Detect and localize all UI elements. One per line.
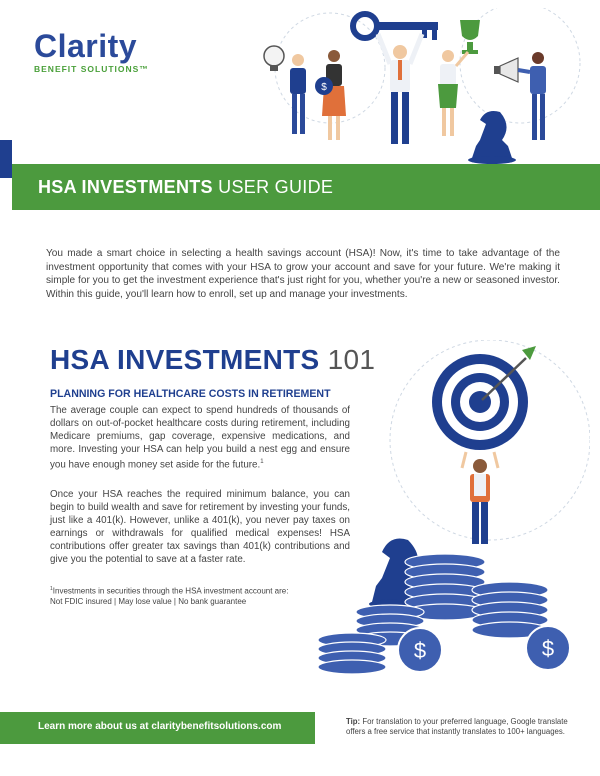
person-right (518, 52, 546, 140)
dollar-coin-icon (526, 626, 570, 670)
svg-text:$: $ (541, 636, 555, 661)
person-holding-target (462, 452, 498, 544)
blue-tab (0, 140, 12, 178)
svg-text:$: $ (321, 82, 327, 93)
intro-paragraph: You made a smart choice in selecting a health savings account (HSA)! Now, it's time to take advantage of the investment opportunity that comes with your HSA to grow your account and save for your future. We're making it simple for you to get the investment experience that's just right for you, whether you're a new or seasoned investor. Within this guide, you'll learn how to enroll, set up and manage your investments. (46, 248, 560, 300)
clarity-logo (34, 30, 149, 74)
disclaimer-line-1 (50, 584, 340, 597)
person-orange (315, 50, 346, 140)
footnote-marker: 1 (260, 459, 264, 465)
person-left (290, 54, 306, 134)
person-center (378, 34, 422, 144)
person-green (438, 50, 468, 136)
svg-text:$: $ (413, 638, 427, 663)
section-illustration (300, 340, 590, 685)
tip-text: For translation to your preferred language, Google translate offers a free service that instantly translates to 100+ languages. (346, 717, 568, 736)
dollar-coin-icon (398, 628, 442, 672)
section-title-bold: HSA INVESTMENTS (50, 344, 320, 375)
hero-illustration (250, 8, 595, 168)
section-subheading: PLANNING FOR HEALTHCARE COSTS IN RETIREMENT (50, 388, 331, 400)
learn-more-link[interactable]: Learn more about us at claritybenefitsolutions.com (38, 721, 282, 732)
disclaimer-footnote-marker: 1 (50, 586, 53, 592)
tip-label: Tip: (346, 717, 361, 726)
logo-name: Clarity (34, 28, 138, 64)
lightbulb-icon (264, 46, 284, 71)
section-title-number: 101 (319, 344, 376, 375)
megaphone-icon (494, 58, 518, 82)
guide-title (38, 177, 333, 198)
minimum-balance-paragraph: Once your HSA reaches the required minimum balance, you can begin to build wealth and save for retirement by investing your funds, just like a 401(k). However, unlike a 401(k), you never pay taxes on earnings or withdrawals for qualified medical expenses! HSA contributions offer greater tax savings than 401(k) contributions and give you the potential to save at a faster rate. (50, 489, 350, 565)
key-icon (353, 14, 438, 40)
disclaimer-line-2: Not FDIC insured | May lose value | No bank guarantee (50, 596, 247, 606)
guide-title-bold: HSA INVESTMENTS (38, 177, 213, 197)
guide-title-rest: USER GUIDE (212, 177, 334, 197)
translation-tip (346, 717, 576, 737)
disclaimer-line-1-text: Investments in securities through the HSA investment account are: (52, 586, 289, 596)
chess-knight-icon (468, 111, 516, 164)
investment-disclaimer (50, 584, 340, 607)
trophy-icon (460, 20, 480, 54)
target-icon (432, 346, 536, 450)
retirement-paragraph-text: The average couple can expect to spend hundreds of thousands of dollars on out-of-pocket healthcare costs during retirement, including Medicare premiums, gap coverage, expensive medications, and more. Investing your HSA can help you build a nest egg and ensure you have enough money set aside for the future. (50, 405, 350, 471)
logo-subtitle: BENEFIT SOLUTIONS™ (34, 64, 149, 74)
